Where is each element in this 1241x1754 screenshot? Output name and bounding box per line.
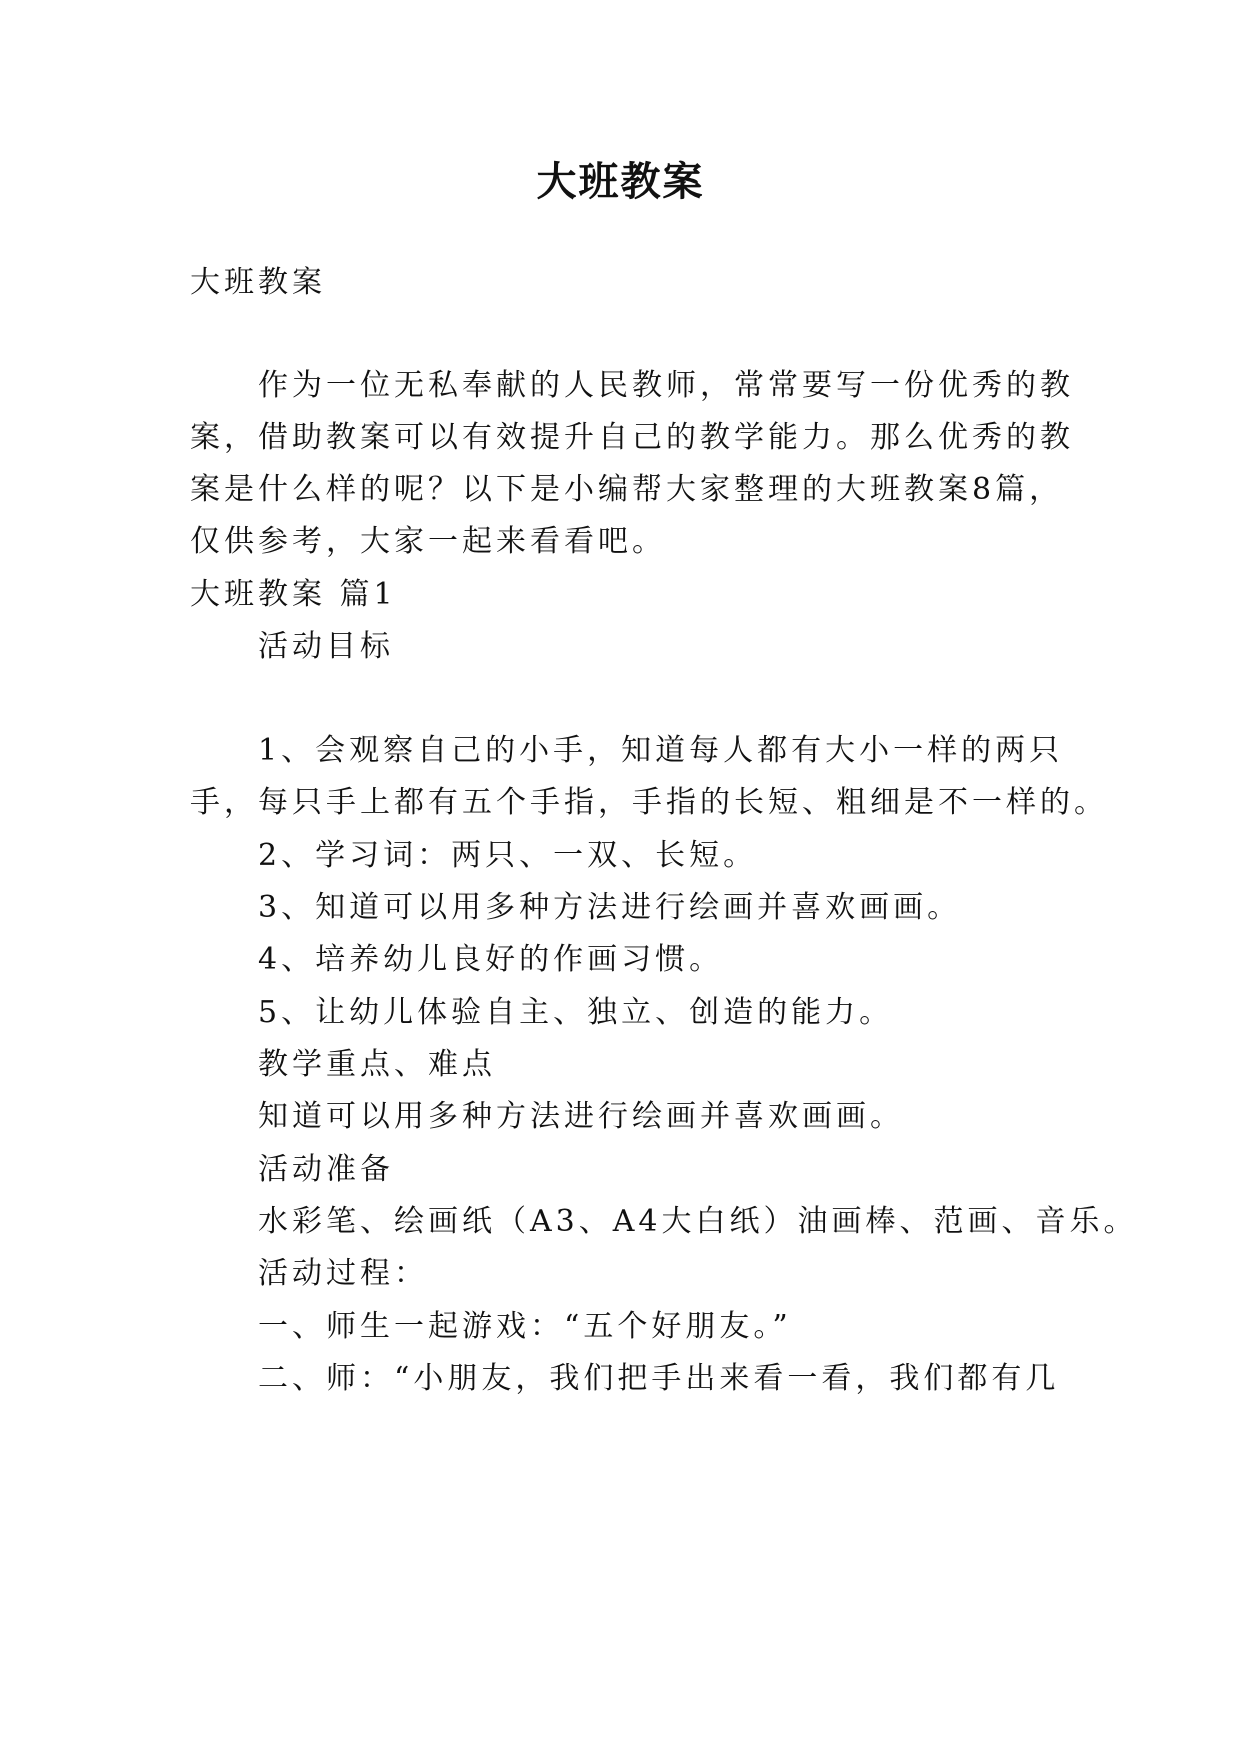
goal-item: 3、知道可以用多种方法进行绘画并喜欢画画。 xyxy=(258,890,962,925)
preparation-text: 水彩笔、绘画纸（A3、A4大白纸）油画棒、范画、音乐。 xyxy=(258,1204,1138,1239)
goal-item: 4、培养幼儿良好的作画习惯。 xyxy=(258,942,724,977)
section-title: 大班教案 篇1 xyxy=(190,577,397,612)
key-points-text: 知道可以用多种方法进行绘画并喜欢画画。 xyxy=(258,1099,904,1134)
page-title: 大班教案 xyxy=(536,158,705,205)
goal-item: 2、学习词：两只、一双、长短。 xyxy=(258,838,758,873)
goal-item: 5、让幼儿体验自主、独立、创造的能力。 xyxy=(258,995,894,1030)
intro-line: 作为一位无私奉献的人民教师，常常要写一份优秀的教 xyxy=(258,368,1074,403)
document-subtitle: 大班教案 xyxy=(190,265,326,300)
preparation-heading: 活动准备 xyxy=(258,1152,394,1187)
goal-item: 手，每只手上都有五个手指，手指的长短、粗细是不一样的。 xyxy=(190,785,1108,820)
goal-item: 1、会观察自己的小手，知道每人都有大小一样的两只 xyxy=(258,733,1064,768)
intro-line: 案是什么样的呢？以下是小编帮大家整理的大班教案8篇， xyxy=(190,472,1064,507)
process-step: 一、师生一起游戏：“五个好朋友。” xyxy=(258,1309,792,1344)
intro-line: 仅供参考，大家一起来看看吧。 xyxy=(190,524,666,559)
process-heading: 活动过程： xyxy=(258,1256,428,1291)
process-step: 二、师：“小朋友，我们把手出来看一看，我们都有几 xyxy=(258,1361,1060,1396)
intro-line: 案，借助教案可以有效提升自己的教学能力。那么优秀的教 xyxy=(190,420,1074,455)
goals-heading: 活动目标 xyxy=(258,629,394,664)
key-points-heading: 教学重点、难点 xyxy=(258,1047,496,1082)
